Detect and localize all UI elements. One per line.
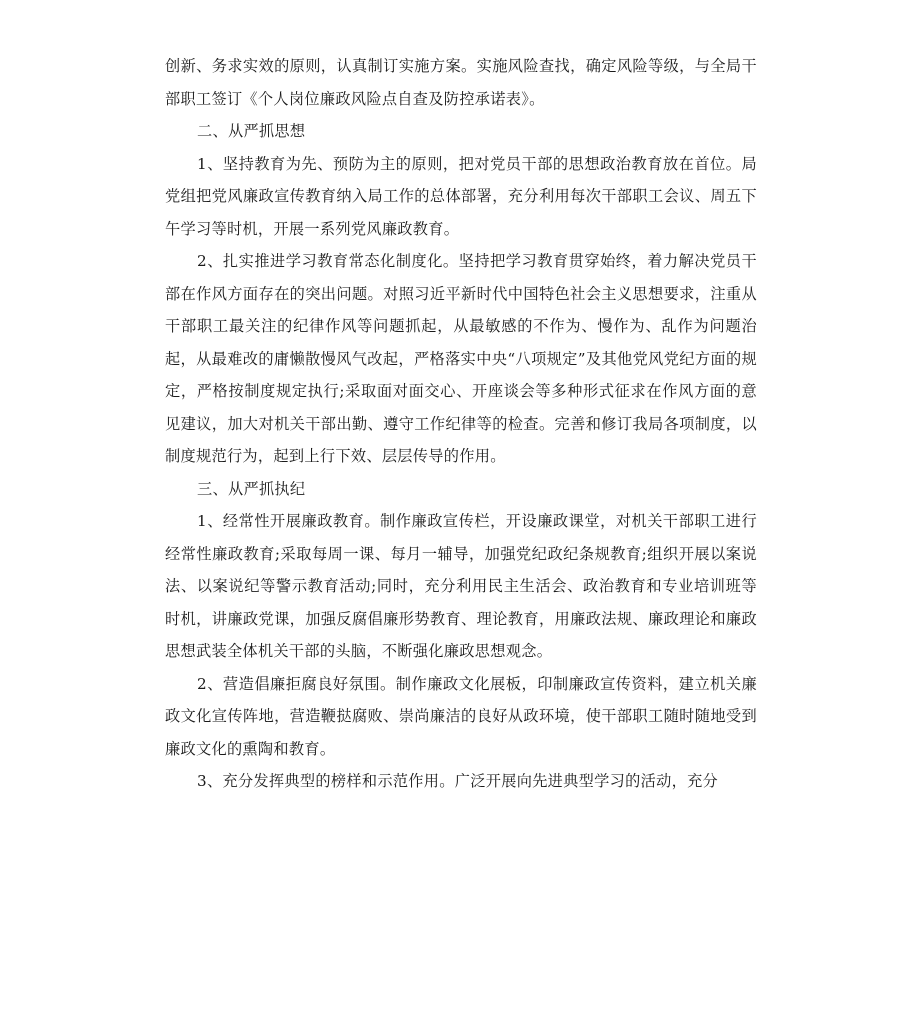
section-heading-5: 三、从严抓执纪 bbox=[197, 479, 306, 498]
section-heading-2: 二、从严抓思想 bbox=[197, 122, 306, 140]
document-page bbox=[165, 50, 757, 798]
paragraph-8: 3、充分发挥典型的榜样和示范作用。广泛开展向先进典型学习的活动，充分 bbox=[197, 772, 719, 790]
paragraph-4: 2、扎实推进学习教育常态化制度化。坚持把学习教育贯穿始终，着力解决党员干部在作风方面存在的突出问题。对照习近平新时代中国特色社会主义思想要求，注重从干部职工最关注的纪律作风等问题抓起，从最敏感的不作为、慢作为、乱作为问题治起，从最难改的庸懒散慢风气改起，严格落实中央“八项规定”及其他党风党纪方面的规定，严格按制度规定执行;采取面对面交心、开座谈会等多种形式征求在作风方面的意见建议，加大对机关干部出勤、遵守工作纪律等的检查。完善和修订我局各项制度，以制度规范行为，起到上行下效、层层传导的作用。 bbox=[165, 252, 757, 465]
paragraph-1: 创新、务求实效的原则，认真制订实施方案。实施风险查找，确定风险等级，与全局干部职工签订《个人岗位廉政风险点自查及防控承诺表》。 bbox=[165, 57, 757, 108]
paragraph-7: 2、营造倡廉拒腐良好氛围。制作廉政文化展板，印制廉政宣传资料，建立机关廉政文化宣传阵地，营造鞭挞腐败、崇尚廉洁的良好从政环境，使干部职工随时随地受到廉政文化的熏陶和教育。 bbox=[165, 674, 757, 758]
paragraph-6: 1、经常性开展廉政教育。制作廉政宣传栏，开设廉政课堂，对机关干部职工进行经常性廉政教育;采取每周一课、每月一辅导，加强党纪政纪条规教育;组织开展以案说法、以案说纪等警示教育活动;同时，充分利用民主生活会、政治教育和专业培训班等时机，讲廉政党课，加强反腐倡廉形势教育、理论教育，用廉政法规、廉政理论和廉政思想武装全体机关干部的头脑，不断强化廉政思想观念。 bbox=[165, 512, 757, 660]
paragraph-3: 1、坚持教育为先、预防为主的原则，把对党员干部的思想政治教育放在首位。局党组把党风廉政宣传教育纳入局工作的总体部署，充分利用每次干部职工会议、周五下午学习等时机，开展一系列党风廉政教育。 bbox=[165, 154, 757, 238]
